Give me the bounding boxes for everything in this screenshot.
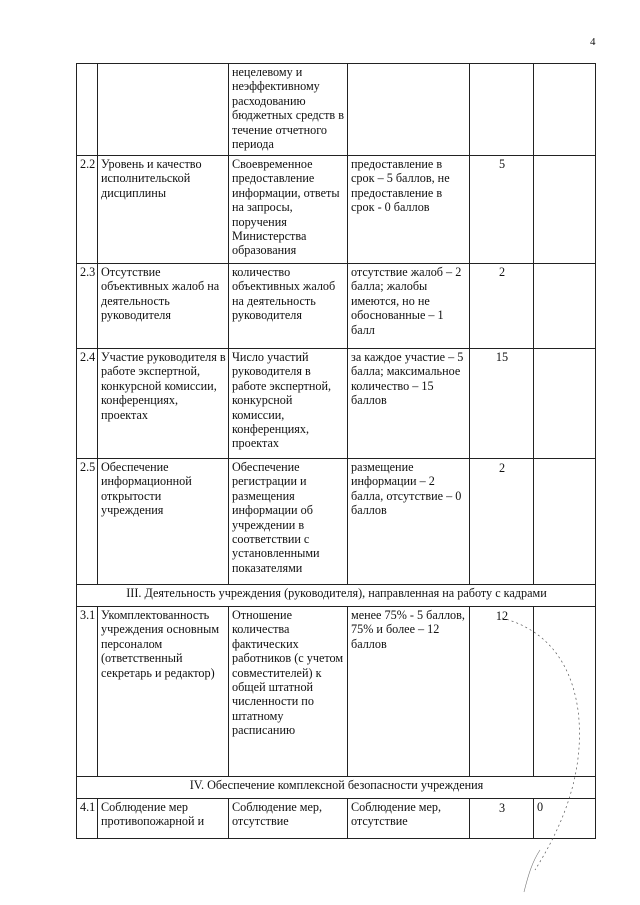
max-score-cell: 5 [470,156,534,264]
actual-score-cell [534,459,596,585]
max-score-cell: 12 [470,607,534,777]
indicator-cell: Отсутствие объективных жалоб на деятельность руководителя [98,264,229,349]
indicator-cell [98,64,229,156]
table-row [77,156,596,264]
criterion-cell: Число участий руководителя в работе экспертной, конкурсной комиссии, конференциях, проектах [229,349,348,459]
row-number: 3.1 [77,607,98,777]
table-row [77,64,596,156]
indicator-cell: Укомплектованность учреждения основным персоналом (ответственный секретарь и редактор) [98,607,229,777]
row-number: 4.1 [77,799,98,839]
actual-score-cell [534,156,596,264]
row-number: 2.3 [77,264,98,349]
criterion-cell: Соблюдение мер, отсутствие [229,799,348,839]
row-number: 2.5 [77,459,98,585]
indicator-cell: Соблюдение мер противопожарной и [98,799,229,839]
actual-score-cell [534,264,596,349]
max-score-cell [470,64,534,156]
table-row [77,349,596,459]
table-row [77,459,596,585]
criterion-cell: Своевременное предоставление информации, ответы на запросы, поручения Министерства образования [229,156,348,264]
scoring-cell: за каждое участие – 5 балла; максимальное количество – 15 баллов [348,349,470,459]
row-number [77,64,98,156]
scoring-cell [348,64,470,156]
scoring-cell: предоставление в срок – 5 баллов, не предоставление в срок - 0 баллов [348,156,470,264]
page-number: 4 [590,36,596,48]
scoring-cell: менее 75% - 5 баллов, 75% и более – 12 баллов [348,607,470,777]
actual-score-cell [534,64,596,156]
actual-score-cell: 0 [534,799,596,839]
handwritten-pen-stroke [480,600,630,900]
scoring-cell: Соблюдение мер, отсутствие [348,799,470,839]
section-title: III. Деятельность учреждения (руководителя), направленная на работу с кадрами [77,585,596,607]
max-score-cell: 15 [470,349,534,459]
scoring-cell: размещение информации – 2 балла, отсутствие – 0 баллов [348,459,470,585]
scoring-cell: отсутствие жалоб – 2 балла; жалобы имеются, но не обоснованные – 1 балл [348,264,470,349]
indicator-cell: Участие руководителя в работе экспертной, конкурсной комиссии, конференциях, проектах [98,349,229,459]
table-row [77,264,596,349]
row-number: 2.2 [77,156,98,264]
criterion-cell: Отношение количества фактических работников (с учетом совместителей) к общей штатной численности по штатному расписанию [229,607,348,777]
indicator-cell: Уровень и качество исполнительской дисциплины [98,156,229,264]
max-score-cell: 2 [470,264,534,349]
criterion-cell: нецелевому и неэффективному расходованию бюджетных средств в течение отчетного периода [229,64,348,156]
criterion-cell: количество объективных жалоб на деятельность руководителя [229,264,348,349]
actual-score-cell [534,349,596,459]
max-score-cell: 2 [470,459,534,585]
section-title: IV. Обеспечение комплексной безопасности учреждения [77,777,596,799]
indicator-cell: Обеспечение информационной открытости учреждения [98,459,229,585]
criterion-cell: Обеспечение регистрации и размещения информации об учреждении в соответствии с установленными показателями [229,459,348,585]
row-number: 2.4 [77,349,98,459]
max-score-cell: 3 [470,799,534,839]
